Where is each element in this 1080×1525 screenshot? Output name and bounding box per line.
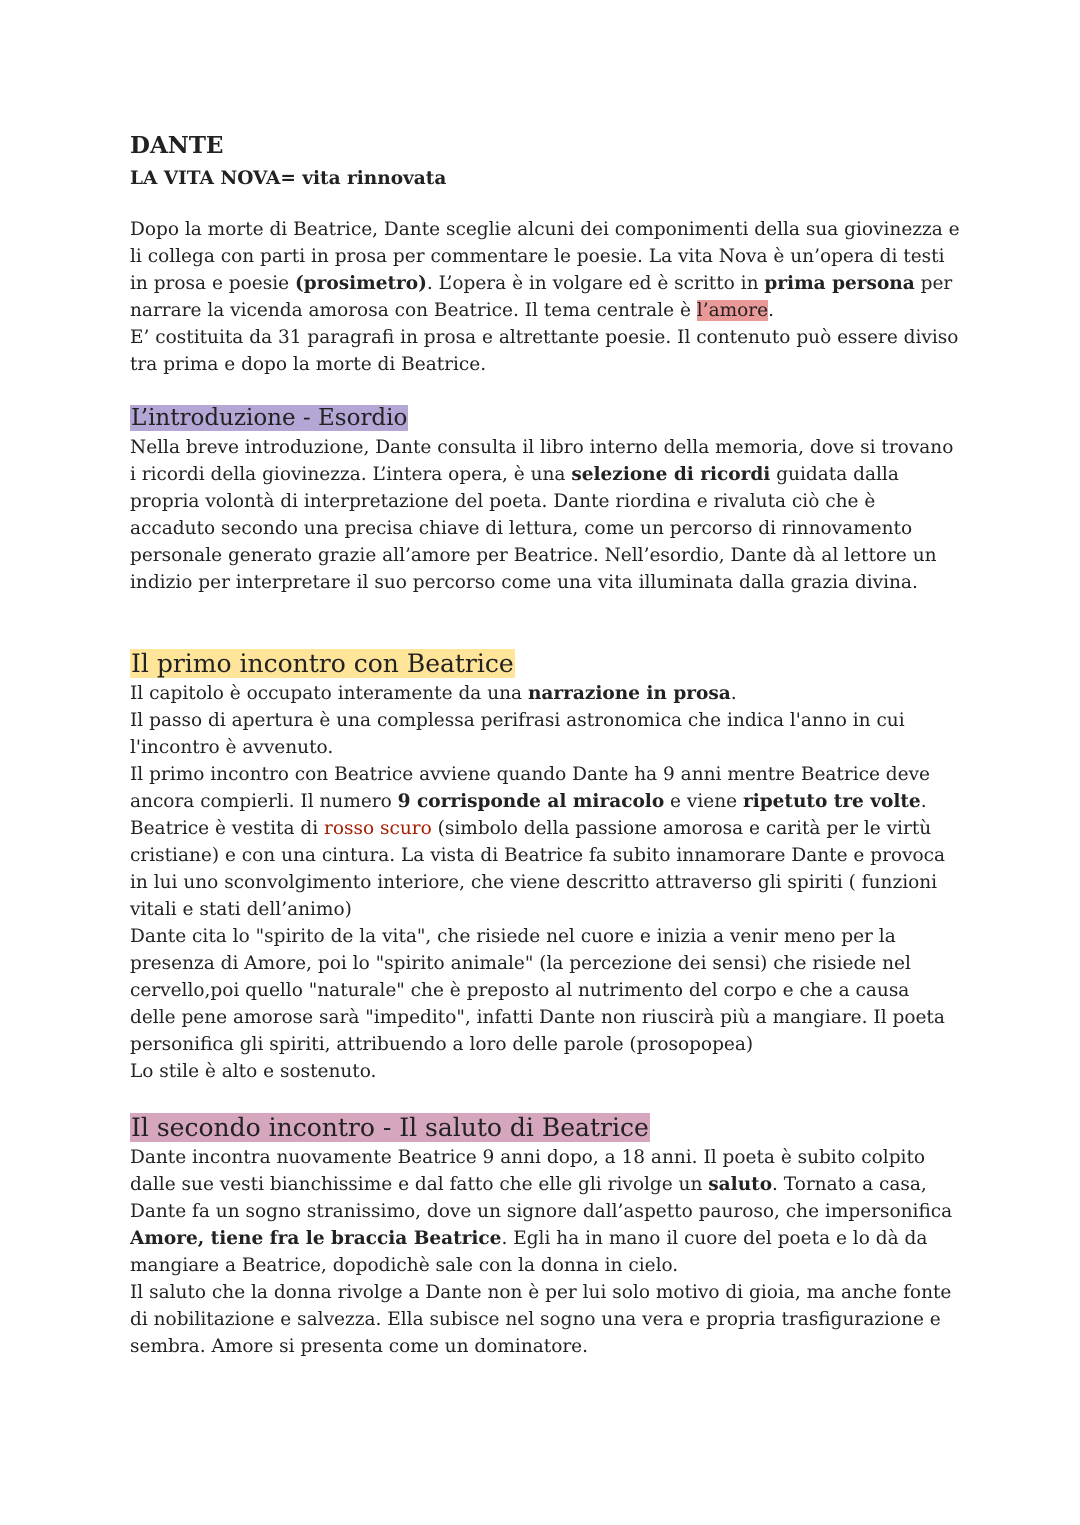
- primo-paragraph-2: Il passo di apertura è una complessa perifrasi astronomica che indica l'anno in cui l'incontro è avvenuto.: [130, 710, 905, 758]
- primo-text: Beatrice è vestita di: [130, 818, 325, 839]
- primo-text: .: [730, 683, 737, 704]
- section-heading-text: L’introduzione - Esordio: [131, 405, 408, 431]
- esordio-text: guidata dalla propria volontà di interpretazione del poeta. Dante riordina e rivaluta ciò che è accaduto secondo una precisa chiave di lettura, come un percorso di rinnovamento personale generato grazie all’amore per Beatrice. Nell’esordio, Dante dà al lettore un indizio per interpretare il suo percorso come una vita illuminata dalla grazia divina.: [130, 464, 937, 593]
- primo-paragraph-3: [130, 761, 960, 815]
- document-page: [130, 128, 960, 1360]
- esordio-paragraph: [130, 434, 960, 596]
- intro-paragraph-2: E’ costituita da 31 paragrafi in prosa e altrettante poesie. Il contenuto può essere diviso tra prima e dopo la morte di Beatrice.: [130, 327, 959, 375]
- intro-text: . L’opera è in volgare ed è scritto in: [426, 273, 765, 294]
- primo-bold: 9 corrisponde al miracolo: [397, 791, 665, 812]
- section-heading-esordio: [130, 403, 960, 434]
- intro-text: .: [768, 300, 774, 321]
- document-subtitle: LA VITA NOVA= vita rinnovata: [130, 168, 447, 189]
- primo-paragraph-1: [130, 680, 960, 707]
- section-heading-text: Il secondo incontro - Il saluto di Beatrice: [131, 1113, 649, 1142]
- primo-text: Il capitolo è occupato interamente da una: [130, 683, 528, 704]
- primo-paragraph-4: [130, 815, 960, 923]
- secondo-paragraph-1: [130, 1144, 960, 1279]
- section-heading-text: Il primo incontro con Beatrice: [131, 649, 514, 678]
- primo-bold: ripetuto tre volte: [742, 791, 921, 812]
- primo-text: .: [920, 791, 927, 812]
- section-heading-secondo-incontro: [130, 1112, 960, 1144]
- intro-text: Dopo la morte di Beatrice, Dante sceglie alcuni dei componimenti della sua giovinezza e li collega con parti in prosa per commentare le poesie. La vita Nova è un’opera di testi in prosa e poesie: [130, 219, 960, 294]
- secondo-text: . Tornato a casa, Dante fa un sogno stranissimo, dove un signore dall’aspetto pauroso, che impersonifica: [130, 1174, 953, 1222]
- intro-bold-prosimetro: (prosimetro): [294, 273, 427, 294]
- primo-paragraph-5: Dante cita lo "spirito de la vita", che risiede nel cuore e inizia a venir meno per la presenza di Amore, poi lo "spirito animale" (la percezione dei sensi) che risiede nel cervello,poi quello "naturale" che è preposto al nutrimento del corpo e che a causa delle pene amorose sarà "impedito", infatti Dante non riuscirà più a mangiare. Il poeta personifica gli spiriti, attribuendo a loro delle parole (prosopopea): [130, 926, 945, 1055]
- intro-text: per narrare la vicenda amorosa con Beatrice. Il tema centrale è: [130, 273, 953, 321]
- document-title: DANTE: [130, 132, 224, 159]
- intro-paragraph: [130, 216, 960, 324]
- secondo-text: Dante incontra nuovamente Beatrice 9 anni dopo, a 18 anni. Il poeta è subito colpito dalle sue vesti bianchissime e dal fatto che elle gli rivolge un: [130, 1147, 926, 1195]
- primo-text: (simbolo della passione amorosa e carità per le virtù cristiane) e con una cintura. La vista di Beatrice fa subito innamorare Dante e provoca in lui uno sconvolgimento interiore, che viene descritto attraverso gli spiriti ( funzioni vitali e stati dell’animo): [130, 818, 946, 920]
- primo-paragraph-6: Lo stile è alto e sostenuto.: [130, 1061, 377, 1082]
- primo-text: e viene: [664, 791, 743, 812]
- esordio-bold: selezione di ricordi: [571, 464, 771, 485]
- secondo-bold: Amore, tiene fra le braccia Beatrice: [130, 1228, 502, 1249]
- secondo-text: . Egli ha in mano il cuore del poeta e lo dà da mangiare a Beatrice, dopodichè sale con la donna in cielo.: [130, 1228, 928, 1276]
- esordio-text: Nella breve introduzione, Dante consulta il libro interno della memoria, dove si trovano i ricordi della giovinezza. L’intera opera, è una: [130, 437, 954, 485]
- intro-highlight-amore: l’amore: [696, 300, 769, 321]
- primo-red-text: rosso scuro: [324, 818, 432, 839]
- primo-bold: narrazione in prosa: [527, 683, 731, 704]
- secondo-bold: saluto: [708, 1174, 773, 1195]
- section-heading-primo-incontro: [130, 648, 960, 680]
- intro-bold-prima-persona: prima persona: [764, 273, 915, 294]
- primo-text: Il primo incontro con Beatrice avviene quando Dante ha 9 anni mentre Beatrice deve ancora compierli. Il numero: [130, 764, 930, 812]
- secondo-paragraph-2: Il saluto che la donna rivolge a Dante non è per lui solo motivo di gioia, ma anche fonte di nobilitazione e salvezza. Ella subisce nel sogno una vera e propria trasfigurazione e sembra. Amore si presenta come un dominatore.: [130, 1282, 952, 1357]
